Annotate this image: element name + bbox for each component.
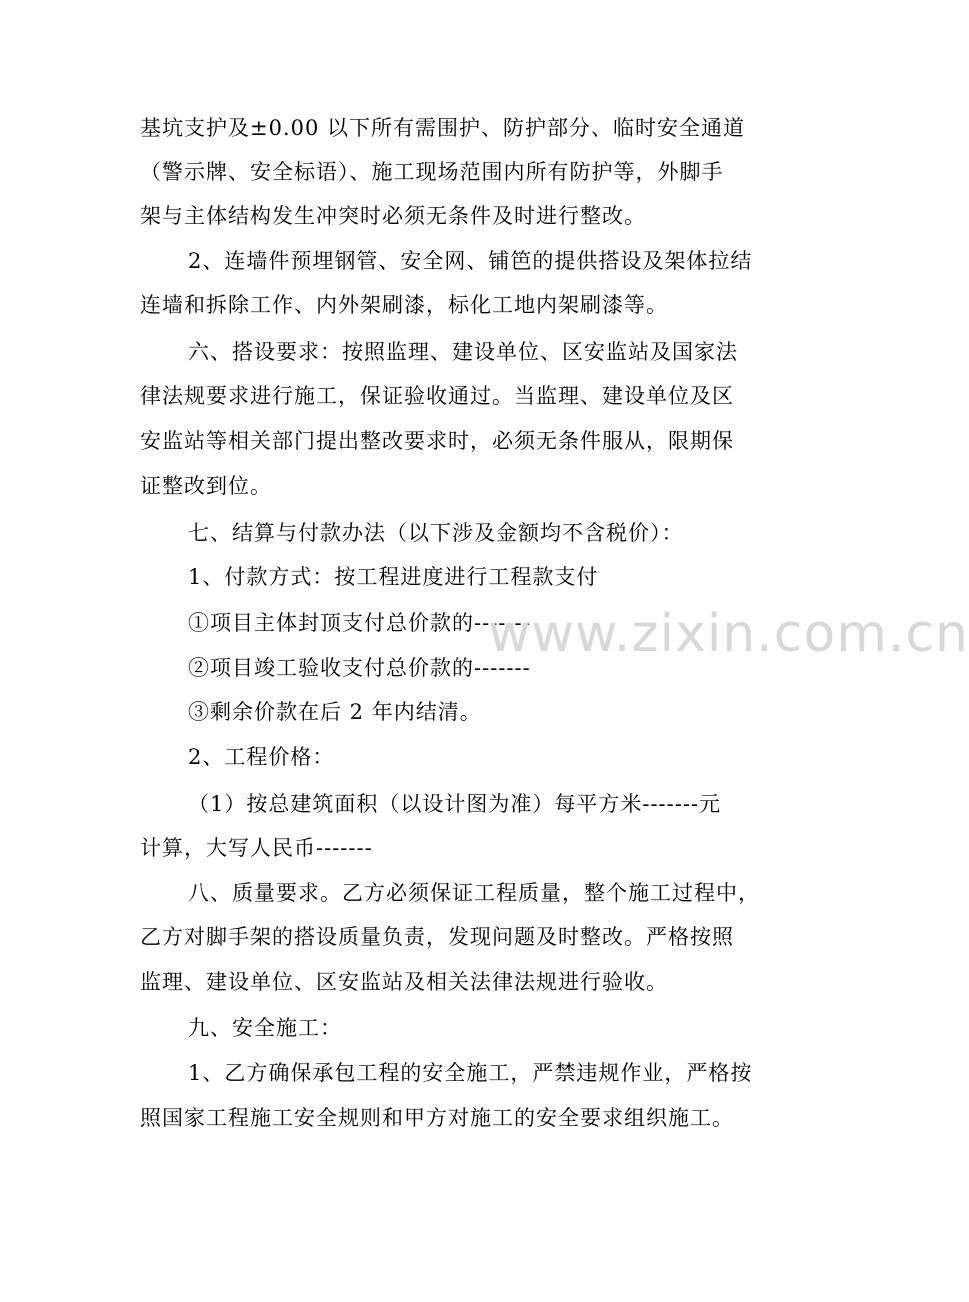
paragraph-line: 基坑支护及±0.00 以下所有需围护、防护部分、临时安全通道 — [140, 116, 746, 140]
section-heading-line: 六、搭设要求：按照监理、建设单位、区安监站及国家法 — [188, 340, 738, 364]
paragraph-line: 计算，大写人民币------- — [140, 836, 373, 860]
paragraph-line: 乙方对脚手架的搭设质量负责，发现问题及时整改。严格按照 — [140, 925, 734, 949]
paragraph-line: 监理、建设单位、区安监站及相关法律法规进行验收。 — [140, 970, 668, 994]
paragraph-line: 律法规要求进行施工，保证验收通过。当监理、建设单位及区 — [140, 384, 734, 408]
paragraph-line: 1、付款方式：按工程进度进行工程款支付 — [188, 565, 599, 589]
paragraph-line: 连墙和拆除工作、内外架刷漆，标化工地内架刷漆等。 — [140, 293, 668, 317]
list-item-line: ③剩余价款在后 2 年内结清。 — [188, 700, 482, 724]
paragraph-line: 2、工程价格： — [188, 745, 335, 769]
paragraph-line: 安监站等相关部门提出整改要求时，必须无条件服从，限期保 — [140, 429, 734, 453]
list-item-line: ①项目主体封顶支付总价款的------- — [188, 611, 531, 635]
paragraph-line: 证整改到位。 — [140, 474, 272, 498]
watermark-text: www.zixin.com.cn — [488, 604, 969, 664]
paragraph-line: （警示牌、安全标语）、施工现场范围内所有防护等，外脚手 — [140, 160, 724, 184]
paragraph-line: 架与主体结构发生冲突时必须无条件及时进行整改。 — [140, 204, 646, 228]
paragraph-line: 照国家工程施工安全规则和甲方对施工的安全要求组织施工。 — [140, 1106, 734, 1130]
paragraph-line: 2、连墙件预埋钢管、安全网、铺笆的提供搭设及架体拉结 — [188, 249, 753, 273]
list-item-line: ②项目竣工验收支付总价款的------- — [188, 656, 531, 680]
section-heading-line: 八、质量要求。乙方必须保证工程质量，整个施工过程中， — [188, 881, 760, 905]
section-heading-line: 七、结算与付款办法（以下涉及金额均不含税价）： — [188, 521, 684, 545]
paragraph-line: 1、乙方确保承包工程的安全施工，严禁违规作业，严格按 — [188, 1061, 753, 1085]
paragraph-line: （1）按总建筑面积（以设计图为准）每平方米-------元 — [188, 792, 722, 816]
section-heading-line: 九、安全施工： — [188, 1016, 342, 1040]
